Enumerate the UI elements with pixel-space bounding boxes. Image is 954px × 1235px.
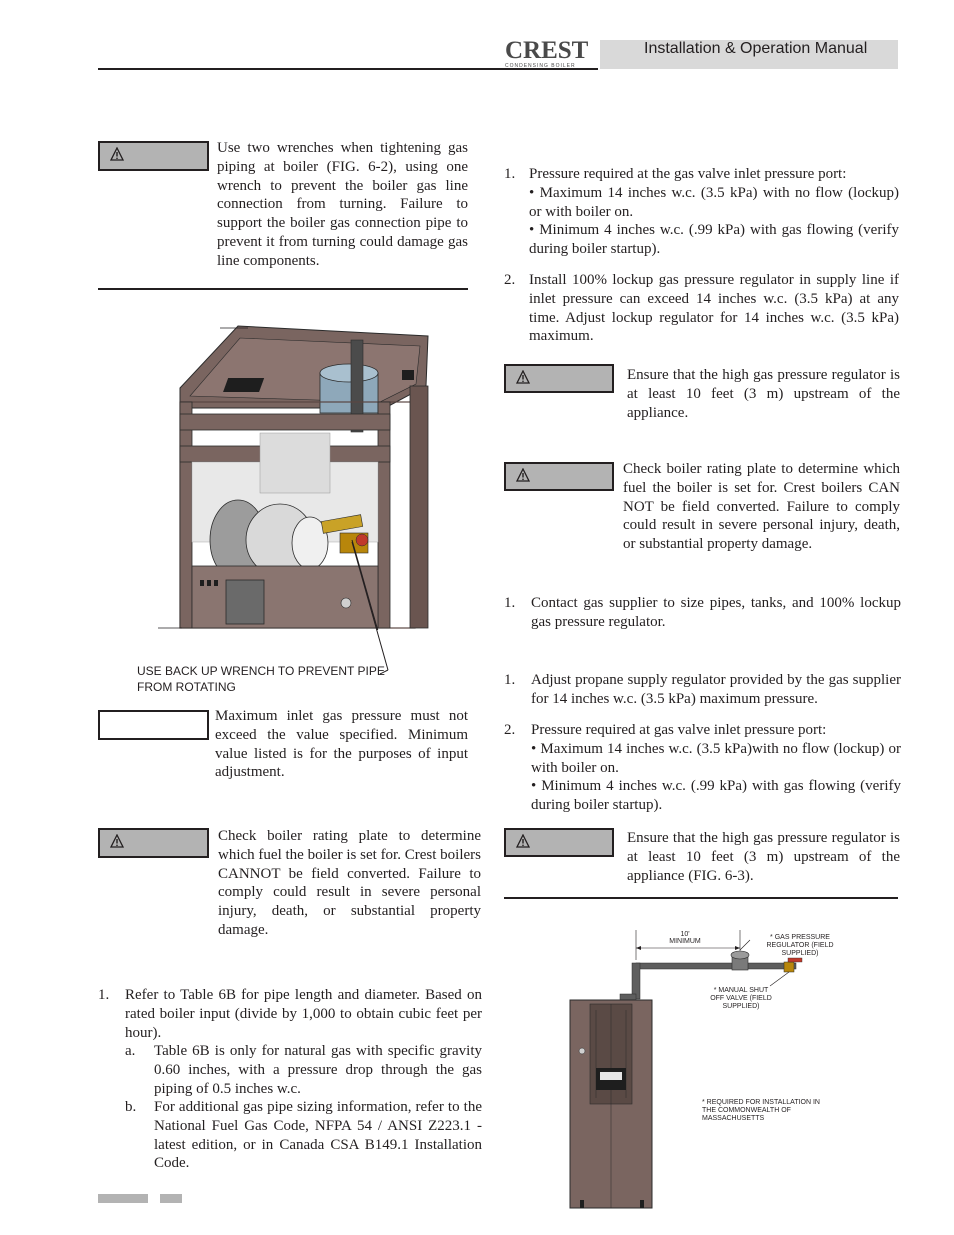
crest-logo [505,38,600,68]
fig63-dim-label: MINIMUM [669,938,701,945]
ng-number-2: 2. [504,272,516,288]
header [0,0,954,80]
notice-label [98,710,209,740]
caution-text-2: Ensure that the high gas pressure regulator is at least 10 feet (3 m) upstream of the appliance. [627,367,900,421]
manual-title-bar [600,40,898,69]
fig63-shutoff-label: * MANUAL SHUT OFF VALVE (FIELD SUPPLIED) [710,987,772,1010]
warning-triangle-icon [110,834,124,848]
lp-pressure-bullet-1: • Maximum 14 inches w.c. (3.5 kPa)with no flow (lockup) or with boiler on. [531,741,901,776]
manual-title: Installation & Operation Manual [644,40,868,57]
fig62-rule [98,288,468,290]
warning-triangle-icon [516,370,530,384]
caution-label-3 [504,828,614,857]
lp-sizing-item-1: Contact gas supplier to size pipes, tanks, and 100% lockup gas pressure regulator. [531,595,901,630]
fig63-gas-train-illustration [560,920,890,1210]
logo-text: CREST [505,37,589,64]
ng-item-2: Install 100% lockup gas pressure regulator in supply line if inlet pressure can exceed 14 inches w.c. (3.5 kPa) at any time. Adjust lockup regulator for 14 inches w.c. (3.5 kPa) maximum. [529,272,899,345]
footer-tab-right [160,1194,182,1203]
ng-bullet-2: • Minimum 4 inches w.c. (.99 kPa) with gas flowing (verify during boiler startup). [529,222,899,257]
warning-text-1: Check boiler rating plate to determine which fuel the boiler is set for. Crest boilers CANNOT be field converted. Failure to comply could result in severe personal injury, death, or substantial property damage. [218,828,481,938]
lp-sizing-number-1: 1. [504,595,516,611]
ng-bullet-1: • Maximum 14 inches w.c. (3.5 kPa) with no flow (lockup) or with boiler on. [529,185,899,220]
lp-pressure-number-1: 1. [504,672,516,688]
footer-tab-left [98,1194,148,1203]
fig63-rule [504,897,898,899]
pipe-sizing-label-b: b. [125,1099,137,1115]
warning-label-1 [98,828,209,858]
lp-pressure-item-2: Pressure required at gas valve inlet pressure port: [531,722,827,738]
pipe-sizing-number-1: 1. [98,987,110,1003]
fig63-dim-value: 10' [680,931,690,938]
warning-triangle-icon [110,147,124,161]
lp-pressure-number-2: 2. [504,722,516,738]
caution-text-3: Ensure that the high gas pressure regulator is at least 10 feet (3 m) upstream of the appliance (FIG. 6-3). [627,830,900,884]
pipe-sizing-item-1: Refer to Table 6B for pipe length and diameter. Based on rated boiler input (divide by 1,000 to obtain cubic feet per hour). [125,987,482,1041]
caution-label-1 [98,141,209,171]
fig62-callout-leader [350,540,395,680]
fig63-regulator-label: * GAS PRESSURE REGULATOR (FIELD SUPPLIED) [766,934,834,957]
warning-triangle-icon [516,834,530,848]
ng-item-1: Pressure required at the gas valve inlet pressure port: [529,166,847,182]
pipe-sizing-label-a: a. [125,1043,136,1059]
lp-pressure-item-1: Adjust propane supply regulator provided by the gas supplier for 14 inches w.c. (3.5 kPa) maximum pressure. [531,672,901,707]
ng-number-1: 1. [504,166,516,182]
warning-text-2: Check boiler rating plate to determine which fuel the boiler is set for. Crest boilers CAN NOT be field converted. Failure to comply could result in severe personal injury, death, or substantial property damage. [623,461,900,553]
warning-label-2 [504,462,614,491]
notice-text: Maximum inlet gas pressure must not exceed the value specified. Minimum value listed is for the purposes of input adjustment. [215,708,468,781]
logo-subtitle: CONDENSING BOILER [505,63,576,69]
caution-label-2 [504,364,614,393]
pipe-sizing-item-a: Table 6B is only for natural gas with specific gravity 0.60 inches, with a pressure drop through the gas piping of 0.5 inches w.c. [154,1043,482,1097]
lp-pressure-bullet-2: • Minimum 4 inches w.c. (.99 kPa) with gas flowing (verify during boiler startup). [531,778,901,813]
caution-text-1: Use two wrenches when tightening gas piping at boiler (FIG. 6-2), using one wrench to prevent the boiler gas line connection from turning. Failure to support the boiler gas connection pipe to prevent it from turning could damage gas line components. [217,140,468,269]
pipe-sizing-item-b: For additional gas pipe sizing information, refer to the National Fuel Gas Code, NFPA 54 / ANSI Z223.1 - latest edition, or in Canada CSA B149.1 Installation Code. [154,1099,482,1172]
fig62-callout-text: USE BACK UP WRENCH TO PREVENT PIPE FROM ROTATING [137,664,385,694]
warning-triangle-icon [516,468,530,482]
fig63-massachusetts-note: * REQUIRED FOR INSTALLATION IN THE COMMONWEALTH OF MASSACHUSETTS [702,1099,820,1122]
